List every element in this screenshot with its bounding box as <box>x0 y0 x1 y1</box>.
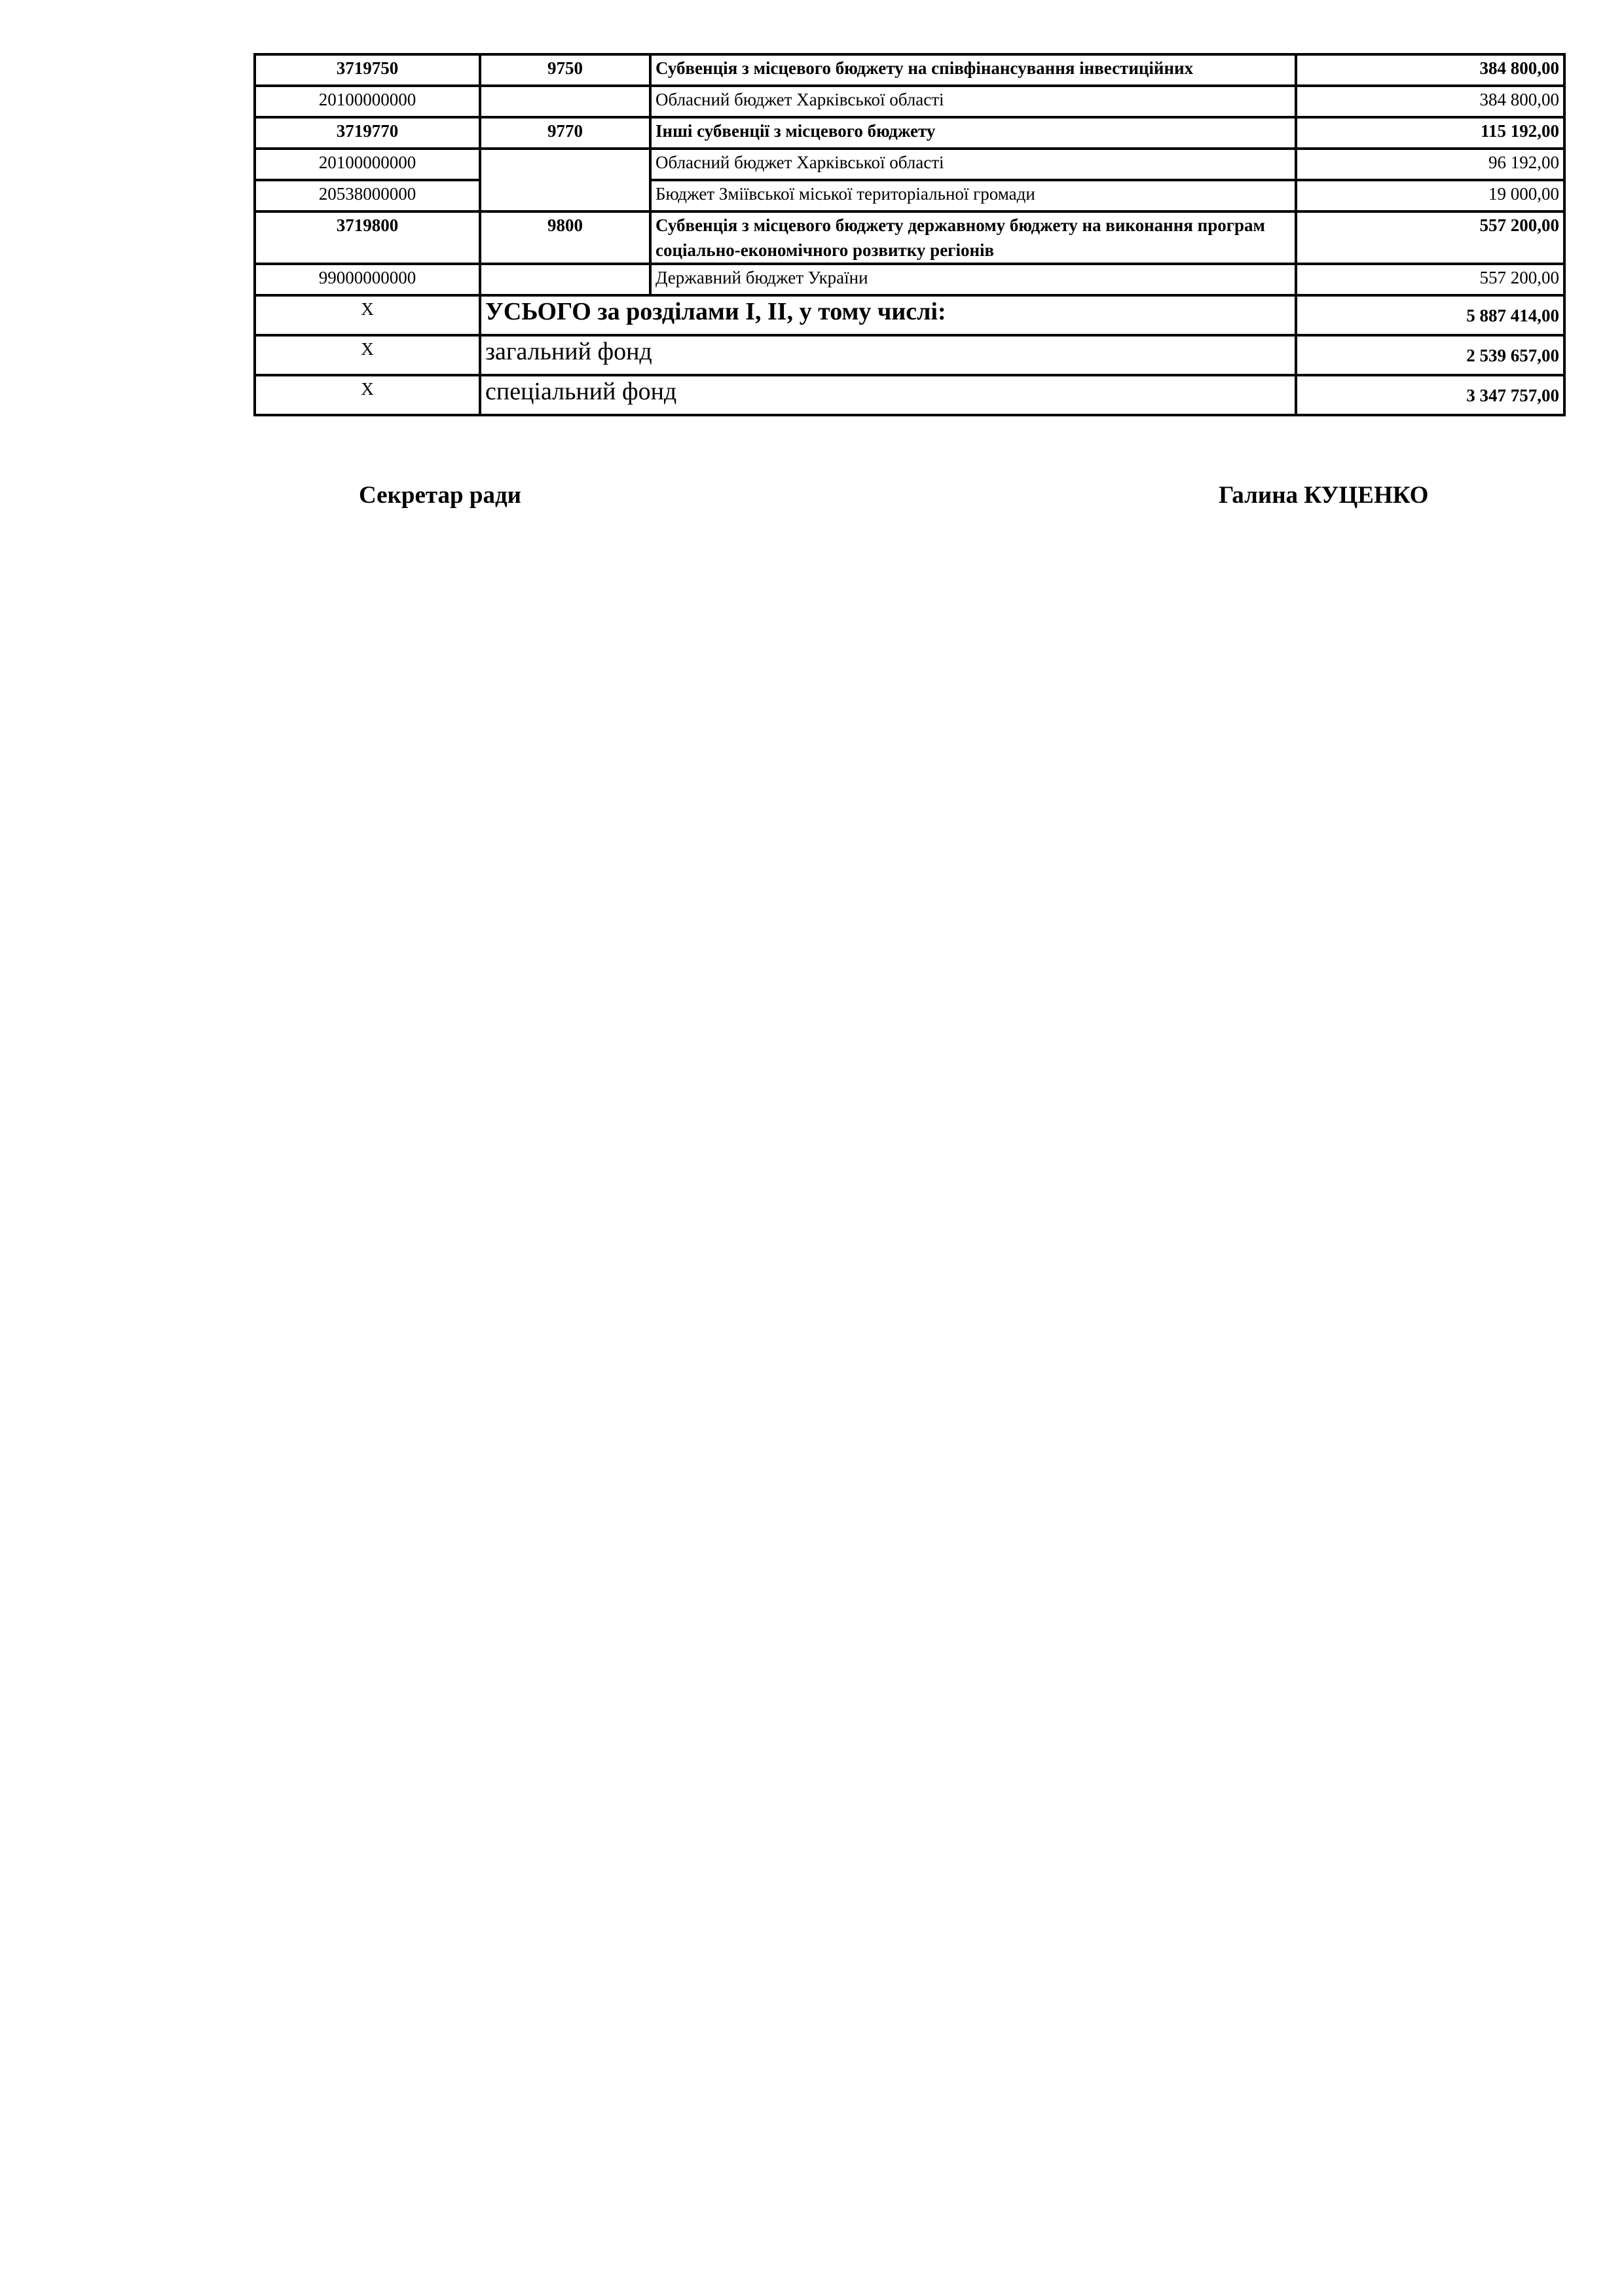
amount-cell: 19 000,00 <box>1296 180 1564 211</box>
total-row <box>255 335 1564 375</box>
total-marker-cell: X <box>255 295 480 335</box>
amount-cell: 557 200,00 <box>1296 211 1564 264</box>
name-cell: Бюджет Зміївської міської територіальної громади <box>650 180 1296 211</box>
total-amount-cell: 2 539 657,00 <box>1296 335 1564 375</box>
total-label-cell: спеціальний фонд <box>480 375 1296 415</box>
function-code-cell-merged <box>480 149 650 211</box>
table-row <box>255 54 1564 86</box>
signature-role: Секретар ради <box>359 482 521 509</box>
budget-table <box>253 53 1566 416</box>
budget-code-cell: 20538000000 <box>255 180 480 211</box>
amount-cell: 557 200,00 <box>1296 264 1564 295</box>
program-code-cell: 3719800 <box>255 211 480 264</box>
name-cell: Обласний бюджет Харківської області <box>650 86 1296 117</box>
name-cell: Інші субвенції з місцевого бюджету <box>650 117 1296 149</box>
total-amount-cell: 5 887 414,00 <box>1296 295 1564 335</box>
function-code-cell: 9800 <box>480 211 650 264</box>
program-code-cell: 3719750 <box>255 54 480 86</box>
total-label-cell: УСЬОГО за розділами І, ІІ, у тому числі: <box>480 295 1296 335</box>
total-label-cell: загальний фонд <box>480 335 1296 375</box>
budget-code-cell: 20100000000 <box>255 86 480 117</box>
total-marker-cell: X <box>255 375 480 415</box>
table-row <box>255 211 1564 264</box>
table-row <box>255 180 1564 211</box>
function-code-cell <box>480 264 650 295</box>
signature-name: Галина КУЦЕНКО <box>1219 482 1429 509</box>
name-cell: Державний бюджет України <box>650 264 1296 295</box>
amount-cell: 96 192,00 <box>1296 149 1564 180</box>
amount-cell: 384 800,00 <box>1296 54 1564 86</box>
function-code-cell: 9750 <box>480 54 650 86</box>
budget-code-cell: 99000000000 <box>255 264 480 295</box>
total-row <box>255 375 1564 415</box>
table-row <box>255 264 1564 295</box>
table-row <box>255 149 1564 180</box>
function-code-cell <box>480 86 650 117</box>
total-amount-cell: 3 347 757,00 <box>1296 375 1564 415</box>
total-marker-cell: X <box>255 335 480 375</box>
name-cell: Субвенція з місцевого бюджету на співфінансування інвестиційних <box>650 54 1296 86</box>
budget-code-cell: 20100000000 <box>255 149 480 180</box>
function-code-cell: 9770 <box>480 117 650 149</box>
table-row <box>255 117 1564 149</box>
amount-cell: 115 192,00 <box>1296 117 1564 149</box>
name-cell: Субвенція з місцевого бюджету державному бюджету на виконання програм соціально-економічного розвитку регіонів <box>650 211 1296 264</box>
name-cell: Обласний бюджет Харківської області <box>650 149 1296 180</box>
program-code-cell: 3719770 <box>255 117 480 149</box>
table-row <box>255 86 1564 117</box>
amount-cell: 384 800,00 <box>1296 86 1564 117</box>
total-row <box>255 295 1564 335</box>
